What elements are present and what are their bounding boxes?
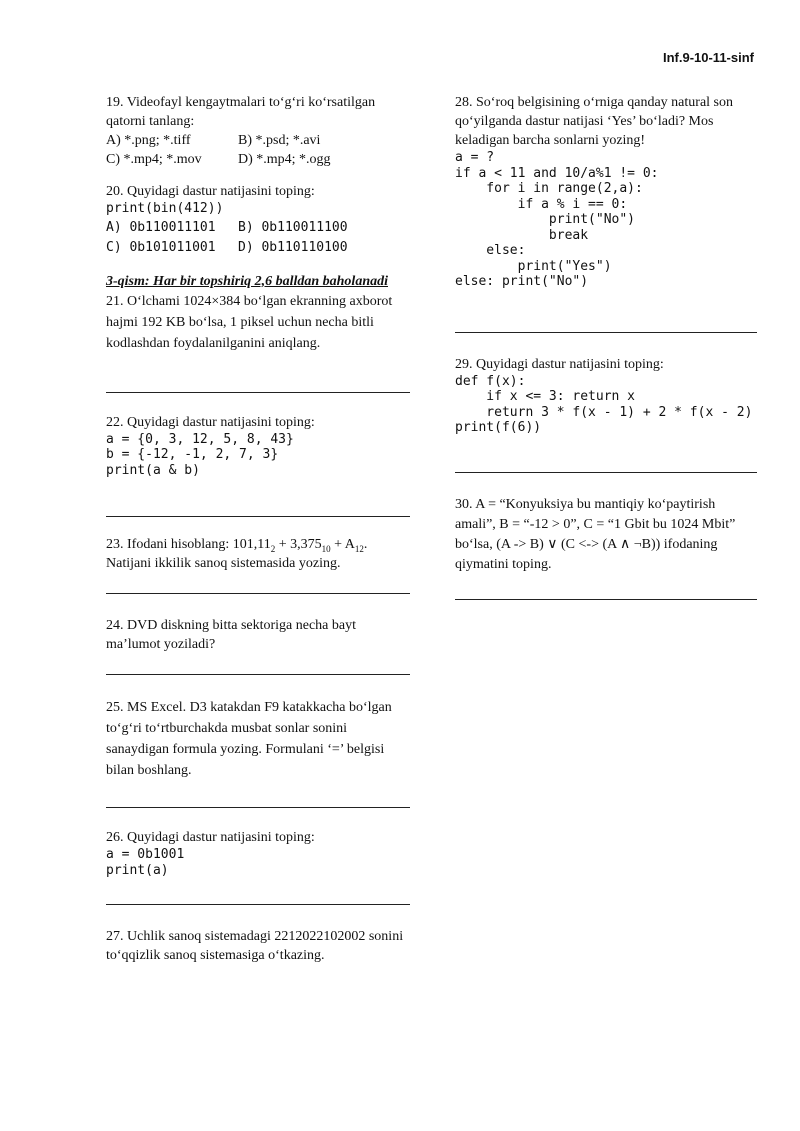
question-26-text: 26. Quyidagi dastur natijasini toping: — [106, 830, 315, 845]
answer-line-30 — [455, 599, 757, 600]
answer-line-26 — [106, 904, 410, 905]
option-b: B) *.psd; *.avi — [238, 133, 321, 148]
question-25-text: 25. MS Excel. D3 katakdan F9 katakkacha bo‘lgan to‘g‘ri to‘rtburchakda musbat sonlar sonini sanaydigan formula yozing. Formulani ‘=’ belgisi bilan boshlang. — [106, 700, 392, 778]
option-a: A) *.png; *.tiff — [106, 133, 191, 148]
question-23 — [106, 535, 410, 573]
answer-line-25 — [106, 807, 410, 808]
document-code: Inf.9-10-11-sinf — [662, 50, 754, 65]
question-25 — [106, 697, 410, 781]
answer-line-29 — [455, 472, 757, 473]
question-29 — [455, 355, 757, 436]
question-20 — [106, 182, 410, 258]
option-c: C) *.mp4; *.mov — [106, 152, 202, 167]
option-d: D) 0b110110100 — [238, 239, 348, 255]
answer-line-23 — [106, 593, 410, 594]
question-30-text: 30. A = “Konyuksiya bu mantiqiy ko‘paytirish amali”, B = “-12 > 0”, C = “1 Gbit bu 1024 Mbit” bo‘lsa, (A -> B) ∨ (C <-> (A ∧ ¬B)) ifodaning qiymatini toping. — [455, 496, 736, 572]
question-21-text: 21. O‘lchami 1024×384 bo‘lgan ekranning axborot hajmi 192 KB bo‘lsa, 1 piksel uchun necha bitli kodlashdan foydalanilganini aniqlang. — [106, 293, 393, 351]
question-24-text: 24. DVD diskning bitta sektoriga necha bayt ma’lumot yoziladi? — [106, 618, 357, 652]
option-a: A) 0b110011101 — [106, 219, 216, 235]
question-28-code: a = ? if a < 11 and 10/a%1 != 0: for i in range(2,a): if a % i == 0: print("No") break else: print("Yes") else: print("No") — [455, 150, 659, 289]
question-22-code: a = {0, 3, 12, 5, 8, 43} b = {-12, -1, 2, 7, 3} print(a & b) — [106, 431, 294, 478]
question-19 — [106, 93, 410, 169]
question-22 — [106, 413, 410, 479]
question-28-text: 28. So‘roq belgisining o‘rniga qanday natural son qo‘yilganda dastur natijasi ‘Yes’ bo‘ladi? Mos keladigan barcha sonlarni yozing! — [455, 95, 734, 148]
question-26 — [106, 828, 410, 878]
answer-line-28 — [455, 332, 757, 333]
question-19-options — [106, 131, 410, 169]
left-column — [106, 93, 410, 965]
option-d: D) *.mp4; *.ogg — [238, 152, 331, 167]
answer-line-24 — [106, 674, 410, 675]
question-29-code: def f(x): if x <= 3: return x return 3 * f(x - 1) + 2 * f(x - 2) print(f(6)) — [455, 373, 753, 435]
question-22-text: 22. Quyidagi dastur natijasini toping: — [106, 414, 315, 430]
question-20-options — [106, 218, 410, 258]
question-24 — [106, 616, 410, 654]
answer-line-22 — [106, 516, 410, 517]
question-23-text: 23. Ifodani hisoblang: $101,11_2 + 3,375_{10} + A_{12}$. — [106, 537, 368, 554]
question-29-text: 29. Quyidagi dastur natijasini toping: — [455, 356, 664, 372]
section-3-title: 3-qism: Har bir topshiriq 2,6 balldan baholanadi — [106, 273, 388, 289]
question-21 — [106, 291, 410, 354]
question-23-text-2: Natijani ikkilik sanoq sistemasida yozing. — [106, 556, 341, 571]
question-30 — [455, 495, 757, 575]
question-28 — [455, 93, 757, 290]
question-26-code: a = 0b1001 print(a) — [106, 847, 185, 878]
answer-line-21 — [106, 392, 410, 393]
question-27 — [106, 927, 410, 965]
option-b: B) 0b110011100 — [238, 219, 348, 235]
right-column — [455, 93, 757, 600]
question-27-text: 27. Uchlik sanoq sistemadagi 2212022102002 sonini to‘qqizlik sanoq sistemasiga o‘tkazing. — [106, 929, 404, 963]
option-c: C) 0b101011001 — [106, 239, 216, 255]
question-20-code: print(bin(412)) — [106, 201, 224, 216]
question-19-text: 19. Videofayl kengaytmalari to‘g‘ri ko‘rsatilgan qatorni tanlang: — [106, 95, 376, 129]
question-20-text: 20. Quyidagi dastur natijasini toping: — [106, 184, 315, 199]
